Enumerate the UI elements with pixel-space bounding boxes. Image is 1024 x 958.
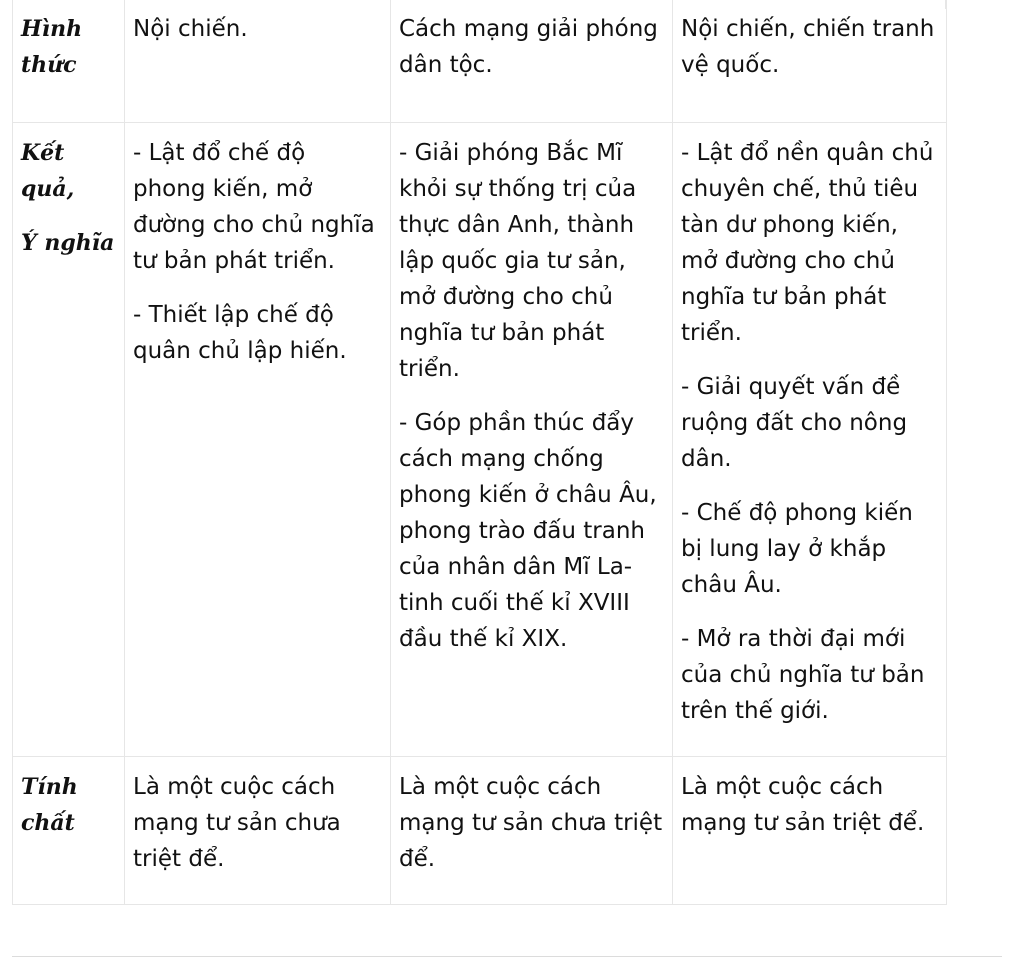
row-label-line: thức [21, 52, 77, 78]
table-row-ket-qua [13, 123, 947, 757]
cell-paragraph: - Giải quyết vấn đề ruộng đất cho nông dân. [681, 374, 908, 472]
cell-text: Là một cuộc cách mạng tư sản triệt để. [681, 774, 925, 836]
row-label-line: chất [21, 810, 75, 836]
table-row-tinh-chat [13, 757, 947, 905]
cell-paragraph: - Lật đổ nền quân chủ chuyên chế, thủ tiêu tàn dư phong kiến, mở đường cho chủ nghĩa tư bản phát triển. [681, 140, 934, 346]
row-label-line: Kết quả, [21, 140, 75, 202]
comparison-table [12, 0, 947, 905]
table-row-hinh-thuc [13, 0, 947, 123]
cell-france-tinh-chat [673, 757, 947, 905]
cell-america-tinh-chat [391, 757, 673, 905]
cell-paragraph: - Chế độ phong kiến bị lung lay ở khắp châu Âu. [681, 500, 913, 598]
row-label-line: Tính [21, 774, 78, 800]
cell-france-ket-qua [673, 123, 947, 757]
row-label-line: Ý nghĩa [21, 230, 115, 256]
cell-paragraph: - Góp phần thúc đẩy cách mạng chống phong kiến ở châu Âu, phong trào đấu tranh của nhân dân Mĩ La-tinh cuối thế kỉ XVIII đầu thế kỉ XIX. [399, 410, 657, 652]
cell-england-tinh-chat [125, 757, 391, 905]
row-label-ket-qua [13, 123, 125, 757]
cell-paragraph: - Giải phóng Bắc Mĩ khỏi sự thống trị của thực dân Anh, thành lập quốc gia tư sản, mở đường cho chủ nghĩa tư bản phát triển. [399, 140, 637, 382]
row-label-tinh-chat [13, 757, 125, 905]
divider [12, 956, 1002, 957]
cell-text: Là một cuộc cách mạng tư sản chưa triệt để. [399, 774, 663, 872]
row-label-hinh-thuc [13, 0, 125, 123]
cell-paragraph: - Mở ra thời đại mới của chủ nghĩa tư bản trên thế giới. [681, 626, 925, 724]
row-label-line: Hình [21, 16, 83, 42]
cell-england-hinh-thuc [125, 0, 391, 123]
cell-england-ket-qua [125, 123, 391, 757]
cell-america-ket-qua [391, 123, 673, 757]
cell-paragraph: - Thiết lập chế độ quân chủ lập hiến. [133, 302, 347, 364]
cell-text: Cách mạng giải phóng dân tộc. [399, 16, 658, 78]
cell-text: Nội chiến. [133, 16, 248, 42]
cell-text: Là một cuộc cách mạng tư sản chưa triệt để. [133, 774, 341, 872]
cell-france-hinh-thuc [673, 0, 947, 123]
comparison-table-wrapper [12, 0, 946, 905]
cell-america-hinh-thuc [391, 0, 673, 123]
cell-paragraph: - Lật đổ chế độ phong kiến, mở đường cho chủ nghĩa tư bản phát triển. [133, 140, 375, 274]
cell-text: Nội chiến, chiến tranh vệ quốc. [681, 16, 935, 78]
